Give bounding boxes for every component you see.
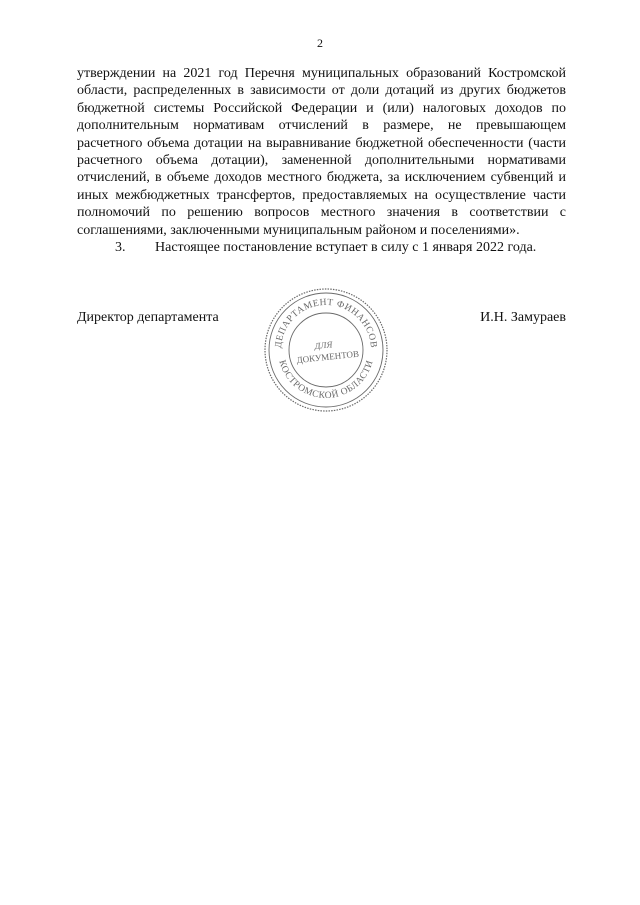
item-text: Настоящее постановление вступает в силу с 1 января 2022 года.	[155, 240, 537, 256]
stamp-text-top-path: ДЕПАРТАМЕНТ ФИНАНСОВ	[273, 297, 379, 349]
page-number: 2	[317, 36, 323, 50]
stamp-center-line-1: ДЛЯ	[314, 339, 333, 352]
stamp-center-line-2: ДОКУМЕНТОВ	[296, 348, 360, 366]
signatory-name: И.Н. Замураев	[480, 310, 566, 325]
numbered-item-3	[77, 239, 566, 256]
official-stamp	[261, 285, 391, 415]
stamp-text-bottom-path: КОСТРОМСКОЙ ОБЛАСТИ	[276, 359, 376, 402]
signatory-position: Директор департамента	[77, 310, 219, 325]
item-number: 3.	[115, 240, 126, 256]
paragraph-continuation: утверждении на 2021 год Перечня муниципальных образований Костромской области, распределенных в зависимости от доли дотаций из других бюджетов бюджетной системы Российской Федерации и (или) налоговых доходов по дополнительным нормативам отчислений в размере, не превышающем расчетного объема дотации на выравнивание бюджетной обеспеченности (части расчетного объема дотации), замененной дополнительными нормативами отчислений, в объеме доходов местного бюджета, за исключением субвенций и иных межбюджетных трансфертов, предоставляемых на осуществление части полномочий по решению вопросов местного значения в соответствии с соглашениями, заключенными муниципальным районом и поселениями».	[77, 66, 566, 238]
document-body	[77, 65, 566, 256]
